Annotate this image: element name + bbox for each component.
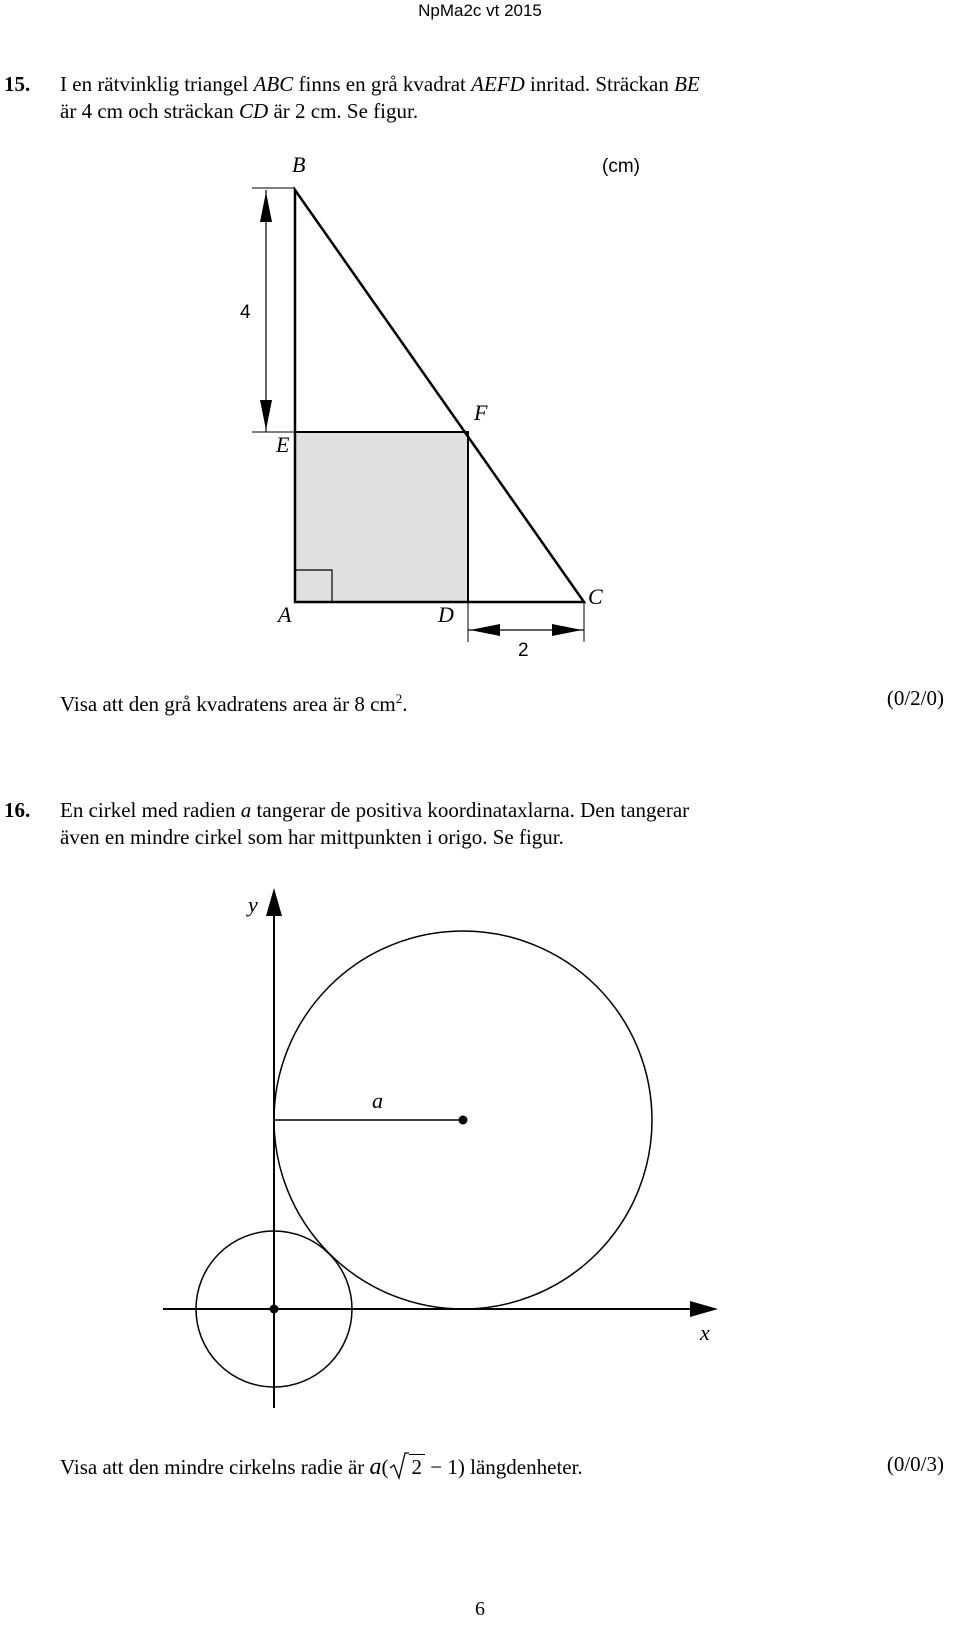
problem-16-question: Visa att den mindre cirkelns radie är a( 2 − 1) längdenheter. (60, 1454, 583, 1480)
x-axis-arrow (690, 1301, 718, 1317)
origin-point (270, 1305, 279, 1314)
sqrt-sign (389, 1452, 409, 1480)
label-f: F (474, 400, 488, 425)
label-b: B (292, 152, 306, 177)
label-d: D (438, 602, 454, 627)
label-e: E (276, 432, 290, 457)
label-y: y (248, 892, 258, 917)
y-axis-arrow (266, 888, 282, 916)
problem-16-points: (0/0/3) (886, 1452, 944, 1476)
label-radius-a: a (372, 1088, 383, 1113)
problem-16-line-1: En cirkel med radien a tangerar de positiva koordinataxlarna. Den tangerar (60, 798, 690, 822)
label-x: x (700, 1320, 710, 1345)
label-dim-cd: 2 (518, 640, 529, 661)
label-a: A (278, 602, 292, 627)
large-circle-center (459, 1116, 468, 1125)
page-header: NpMa2c vt 2015 (418, 1, 542, 20)
problem-15-number: 15. (4, 72, 31, 96)
formula-a: a (369, 1454, 382, 1480)
page-number: 6 (475, 1598, 485, 1620)
problem-15-line-2: är 4 cm och sträckan CD är 2 cm. Se figur. (60, 99, 419, 123)
sqrt-two: 2 (389, 1452, 426, 1480)
problem-15-points: (0/2/0) (886, 686, 944, 710)
label-dim-be: 4 (240, 302, 251, 323)
problem-15-line-1: I en rätvinklig triangel ABC finns en grå kvadrat AEFD inritad. Sträckan BE (60, 72, 700, 96)
label-c: C (588, 584, 603, 609)
problem-16-line-2: även en mindre cirkel som har mittpunkten i origo. Se figur. (60, 825, 564, 849)
label-unit: (cm) (602, 156, 640, 177)
problem-15-question: Visa att den grå kvadratens area är 8 $cm^2$. (60, 691, 408, 716)
problem-16-number: 16. (4, 798, 31, 822)
